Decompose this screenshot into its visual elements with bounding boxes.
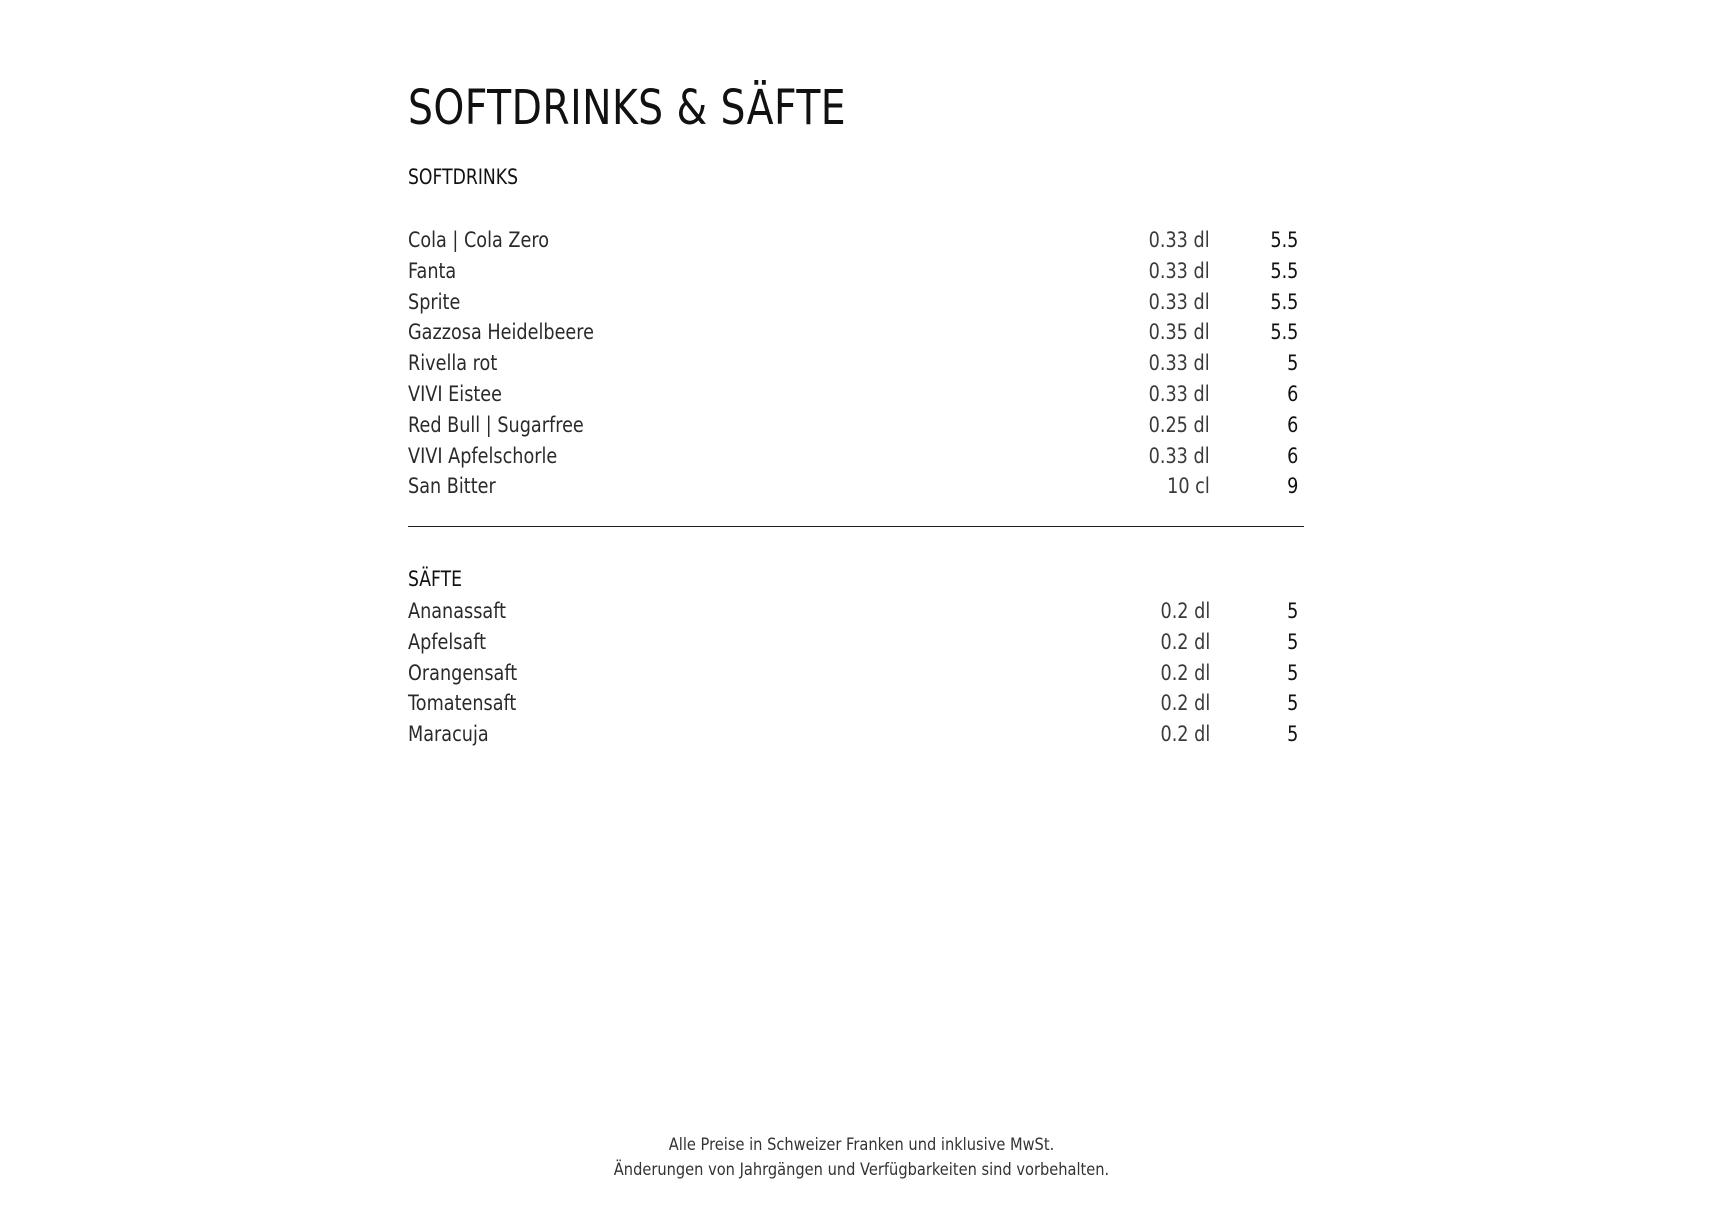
item-name: Cola | Cola Zero xyxy=(408,228,550,252)
section-heading-saefte: SÄFTE xyxy=(408,567,463,591)
item-name: Sprite xyxy=(408,289,461,314)
item-name: VIVI Apfelschorle xyxy=(408,443,558,468)
saefte-list xyxy=(408,596,1304,750)
softdrinks-list xyxy=(408,225,1304,502)
item-volume: 0.2 dl xyxy=(1160,599,1210,623)
item-price: 6 xyxy=(1286,412,1298,437)
item-price: 5 xyxy=(1286,660,1298,685)
item-price: 5.5 xyxy=(1269,258,1298,283)
item-name: Gazzosa Heidelbeere xyxy=(408,320,594,345)
menu-item xyxy=(408,287,1304,318)
item-volume: 0.25 dl xyxy=(1149,412,1210,437)
page-title: SOFTDRINKS & SÄFTE xyxy=(408,80,847,136)
item-name: San Bitter xyxy=(408,474,496,499)
item-name: Fanta xyxy=(408,258,457,283)
item-price: 9 xyxy=(1286,474,1298,499)
item-price: 5.5 xyxy=(1269,228,1298,252)
item-volume: 0.33 dl xyxy=(1149,351,1210,376)
footer-note xyxy=(0,1133,1723,1183)
menu-item xyxy=(408,627,1304,658)
item-price: 6 xyxy=(1286,443,1298,468)
menu-item xyxy=(408,688,1304,719)
menu-item xyxy=(408,441,1304,472)
menu-item xyxy=(408,658,1304,689)
item-name: Maracuja xyxy=(408,722,489,747)
footer-line-prices: Alle Preise in Schweizer Franken und inklusive MwSt. xyxy=(668,1135,1055,1155)
item-volume: 10 cl xyxy=(1167,474,1210,499)
item-volume: 0.2 dl xyxy=(1160,722,1210,747)
item-volume: 0.33 dl xyxy=(1149,258,1210,283)
menu-item xyxy=(408,256,1304,287)
menu-item xyxy=(408,719,1304,750)
item-price: 5 xyxy=(1286,722,1298,747)
item-name: Rivella rot xyxy=(408,351,498,376)
item-name: Ananassaft xyxy=(408,599,507,623)
item-volume: 0.33 dl xyxy=(1149,443,1210,468)
item-name: Red Bull | Sugarfree xyxy=(408,412,584,437)
menu-item xyxy=(408,379,1304,410)
item-name: VIVI Eistee xyxy=(408,381,503,406)
item-volume: 0.35 dl xyxy=(1149,320,1210,345)
item-price: 6 xyxy=(1286,381,1298,406)
menu-item xyxy=(408,317,1304,348)
menu-item xyxy=(408,348,1304,379)
menu-item xyxy=(408,225,1304,256)
section-heading-softdrinks: SOFTDRINKS xyxy=(408,165,519,189)
item-price: 5 xyxy=(1286,351,1298,376)
item-price: 5 xyxy=(1286,691,1298,716)
item-price: 5 xyxy=(1286,599,1298,623)
menu-item xyxy=(408,471,1304,502)
menu-item xyxy=(408,410,1304,441)
item-volume: 0.2 dl xyxy=(1160,629,1210,654)
item-price: 5.5 xyxy=(1269,320,1298,345)
item-volume: 0.33 dl xyxy=(1149,289,1210,314)
item-volume: 0.2 dl xyxy=(1160,660,1210,685)
footer-line-disclaimer: Änderungen von Jahrgängen und Verfügbarkeiten sind vorbehalten. xyxy=(613,1160,1110,1180)
item-name: Orangensaft xyxy=(408,660,518,685)
item-volume: 0.33 dl xyxy=(1149,381,1210,406)
section-divider xyxy=(408,526,1304,527)
menu-item xyxy=(408,596,1304,627)
item-volume: 0.2 dl xyxy=(1160,691,1210,716)
item-name: Apfelsaft xyxy=(408,629,487,654)
item-price: 5.5 xyxy=(1269,289,1298,314)
item-volume: 0.33 dl xyxy=(1149,228,1210,252)
item-name: Tomatensaft xyxy=(408,691,517,716)
item-price: 5 xyxy=(1286,629,1298,654)
